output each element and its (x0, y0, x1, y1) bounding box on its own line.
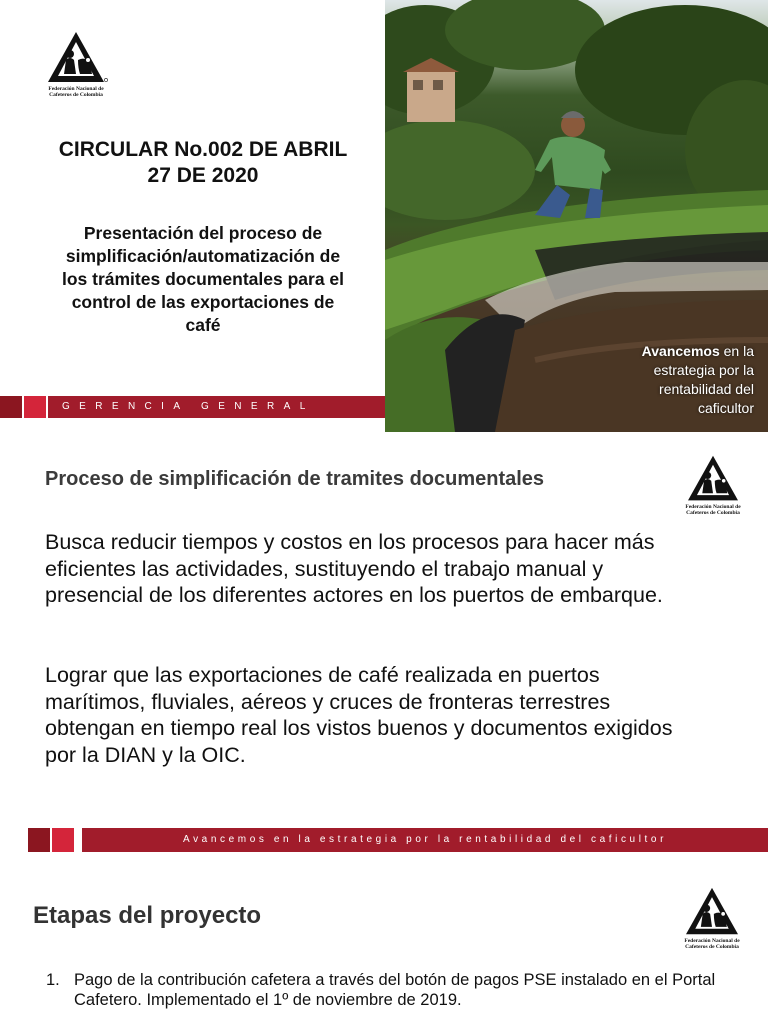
list-item (46, 970, 726, 1010)
coffee-farmer-photo (385, 0, 768, 432)
process-slide (0, 432, 768, 864)
logo-caption: Federación Nacional de Cafeteros de Colombia (684, 938, 740, 950)
footer-square-bright (52, 828, 74, 852)
footer-band (82, 828, 768, 852)
list-item-number: 1. (46, 971, 60, 989)
footer-square-dark (28, 828, 50, 852)
cover-slide (0, 0, 768, 432)
paragraph-objective: Busca reducir tiempos y costos en los procesos para hacer más eficientes las actividades, sustituyendo el trabajo manual y presencial de los diferentes actores en los puertos de embarque. (45, 530, 663, 607)
footer-bar-gerencia (0, 396, 385, 418)
circular-title: CIRCULAR No.002 DE ABRIL 27 DE 2020 (58, 138, 348, 187)
fnc-logo-icon (678, 886, 746, 950)
fnc-logo-icon (40, 30, 112, 98)
footer-square-dark (0, 396, 22, 418)
list-item-text: Pago de la contribución cafetera a través del botón de pagos PSE instalado en el Portal Cafetero. Implementado el 1º de noviembre de 2019. (74, 971, 716, 1009)
slide-heading: Etapas del proyecto (33, 902, 262, 929)
slide-heading: Proceso de simplificación de tramites documentales (45, 468, 545, 490)
circular-subtitle: Presentación del proceso de simplificación/automatización de los trámites documentales para el control de las exportaciones de café (61, 223, 345, 335)
footer-square-bright (24, 396, 46, 418)
stages-slide (0, 864, 768, 1024)
paragraph-goal: Lograr que las exportaciones de café realizada en puertos marítimos, fluviales, aéreos y cruces de fronteras terrestres obtengan en tiempo real los vistos buenos y documentos exigidos por la DIAN y la OIC. (45, 663, 673, 767)
stages-list (46, 970, 726, 1010)
photo-caption: Avancemos en la estrategia por la rentabilidad del caficultor (641, 343, 754, 416)
footer-slogan-text: Avancemos en la estrategia por la rentabilidad del caficultor (182, 834, 667, 845)
footer-text: GERENCIA GENERAL (62, 401, 315, 412)
footer-bar-slogan (28, 828, 768, 852)
logo-caption: Federación Nacional de Cafeteros de Colombia (48, 86, 104, 98)
fnc-logo-icon (680, 454, 746, 516)
logo-caption: Federación Nacional de Cafeteros de Colombia (685, 504, 741, 516)
